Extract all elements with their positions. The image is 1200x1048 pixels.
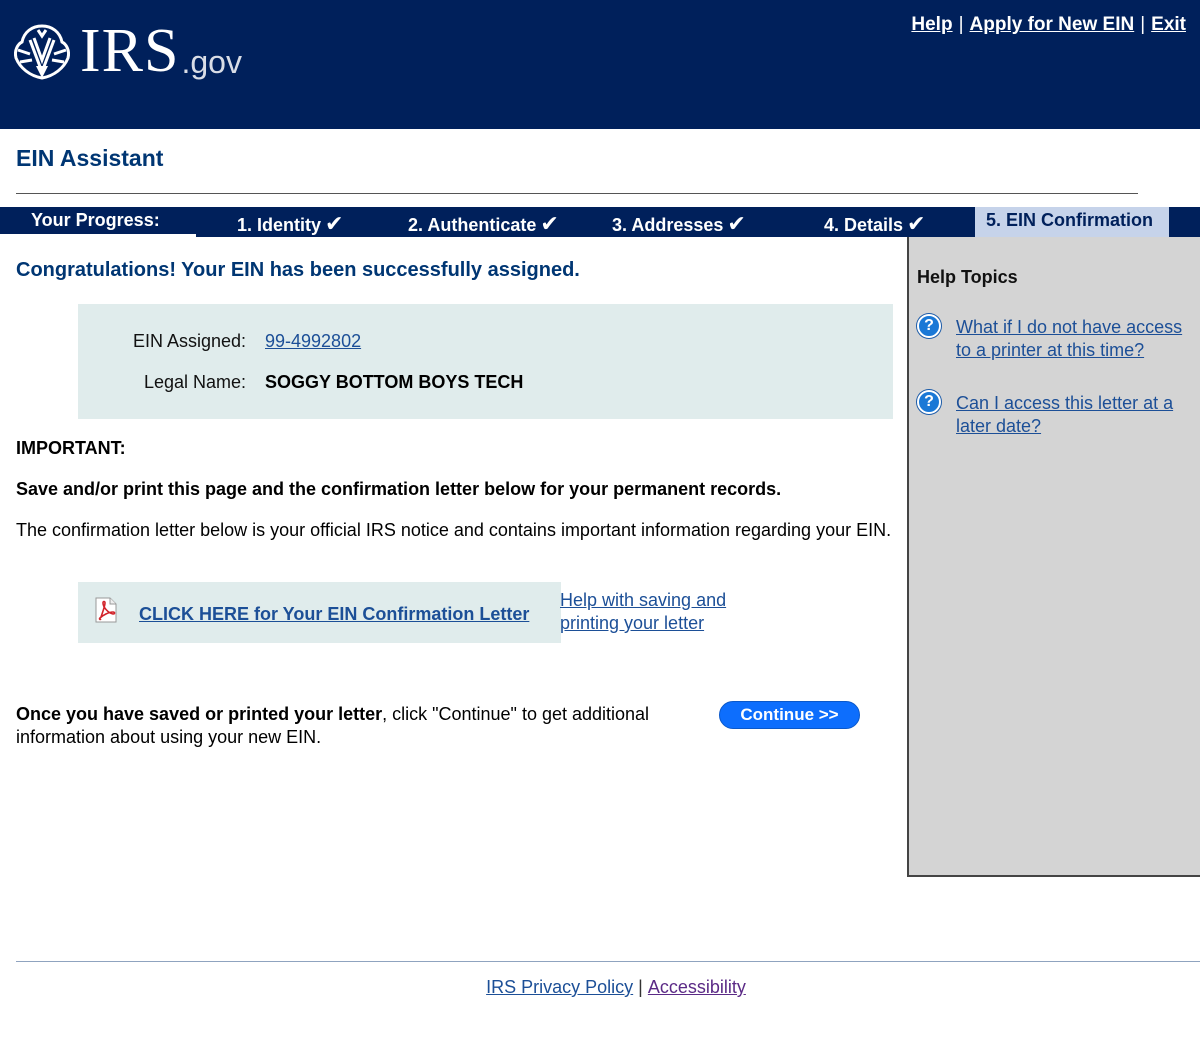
pdf-icon[interactable] xyxy=(93,597,119,628)
step-label: 1. Identity xyxy=(237,215,322,235)
help-link[interactable]: Help xyxy=(911,14,953,35)
site-header xyxy=(0,0,1200,129)
eagle-logo-icon xyxy=(10,20,74,82)
checkmark-icon: ✔ xyxy=(325,211,344,236)
progress-step-details xyxy=(824,207,925,237)
progress-step-authenticate xyxy=(408,207,559,237)
important-heading: IMPORTANT: xyxy=(16,438,126,458)
ein-summary-box xyxy=(78,304,893,419)
footer-links xyxy=(0,977,1200,998)
save-print-instruction: Save and/or print this page and the confirmation letter below for your permanent records. xyxy=(16,479,782,499)
help-topic-item xyxy=(917,390,1197,442)
logo-irs-text: IRS xyxy=(80,17,180,85)
progress-label: Your Progress: xyxy=(0,207,196,237)
legal-name-label: Legal Name: xyxy=(143,372,246,392)
checkmark-icon: ✔ xyxy=(540,211,559,236)
exit-link[interactable]: Exit xyxy=(1151,14,1186,35)
continue-instruction-rest: , click "Continue" to get additional information about using your new EIN. xyxy=(16,704,650,747)
ein-assigned-label: EIN Assigned: xyxy=(132,331,246,351)
footer-divider xyxy=(16,961,1200,962)
progress-label-underline xyxy=(0,234,196,237)
irs-logo[interactable] xyxy=(10,17,242,85)
apply-new-ein-link[interactable]: Apply for New EIN xyxy=(969,14,1135,35)
title-divider xyxy=(16,193,1138,194)
help-topic-later-date-link[interactable]: Can I access this letter at a later date? xyxy=(956,393,1174,436)
link-separator: | xyxy=(958,14,964,35)
checkmark-icon: ✔ xyxy=(907,211,926,236)
page-title: EIN Assistant xyxy=(16,145,164,171)
help-topics-heading: Help Topics xyxy=(917,267,1018,287)
help-saving-printing-link[interactable]: Help with saving and printing your letter xyxy=(560,590,727,633)
help-sidebar xyxy=(907,237,1200,877)
continue-instruction-bold: Once you have saved or printed your letter xyxy=(16,704,383,724)
link-separator: | xyxy=(1140,14,1146,35)
success-heading: Congratulations! Your EIN has been successfully assigned. xyxy=(16,259,580,281)
step-label: 2. Authenticate xyxy=(408,215,537,235)
continue-instruction xyxy=(16,703,706,749)
progress-step-ein-confirmation: 5. EIN Confirmation xyxy=(975,207,1169,237)
step-label: 4. Details xyxy=(824,215,904,235)
help-question-icon[interactable]: ? xyxy=(917,390,941,414)
progress-bar-end xyxy=(1169,207,1200,237)
progress-step-addresses xyxy=(612,207,746,237)
continue-button[interactable]: Continue >> xyxy=(719,701,860,729)
progress-bar xyxy=(0,207,1200,237)
logo-gov-text: .gov xyxy=(181,44,242,80)
top-links xyxy=(911,14,1186,36)
step-label: 3. Addresses xyxy=(612,215,724,235)
footer-separator: | xyxy=(638,977,643,997)
accessibility-link[interactable]: Accessibility xyxy=(647,977,746,997)
privacy-policy-link[interactable]: IRS Privacy Policy xyxy=(486,977,634,997)
confirmation-letter-link[interactable]: CLICK HERE for Your EIN Confirmation Letter xyxy=(139,604,530,624)
ein-number-link[interactable]: 99-4992802 xyxy=(265,331,362,351)
help-topic-no-printer-link[interactable]: What if I do not have access to a printer at this time? xyxy=(956,317,1183,360)
confirmation-letter-box xyxy=(78,582,561,643)
legal-name-value: SOGGY BOTTOM BOYS TECH xyxy=(265,372,524,392)
progress-step-identity xyxy=(237,207,343,237)
checkmark-icon: ✔ xyxy=(727,211,746,236)
help-topic-item xyxy=(917,314,1197,366)
help-question-icon[interactable]: ? xyxy=(917,314,941,338)
official-notice-text: The confirmation letter below is your official IRS notice and contains important information regarding your EIN. xyxy=(16,520,892,540)
